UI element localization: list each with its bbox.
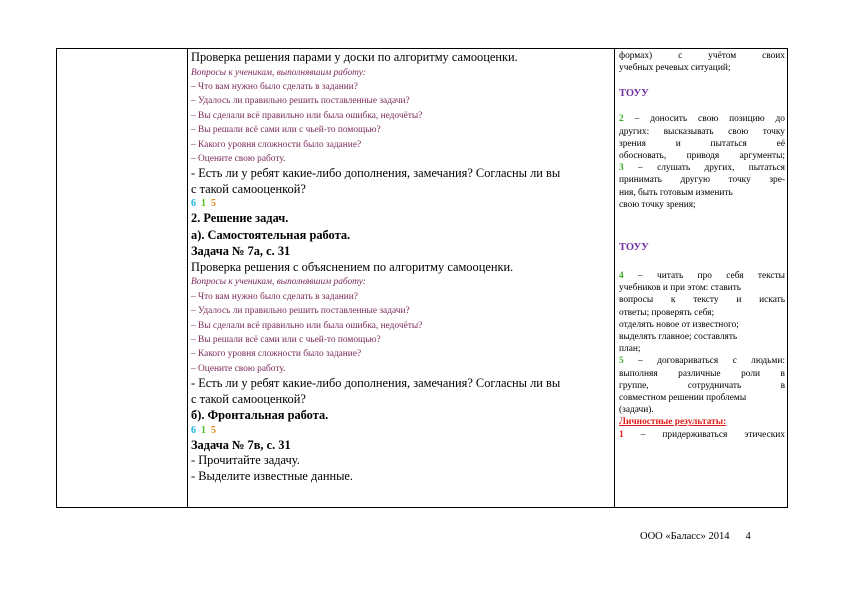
results-line: ответы; проверять себя; (619, 307, 715, 318)
lesson-table (56, 48, 788, 508)
results-line: принимать другую точку зре- (619, 175, 785, 186)
item-number: 3 (619, 163, 624, 174)
skill-numbers (191, 197, 613, 210)
question-item: – Вы решали всё сами или с чьей-то помощью? (191, 334, 381, 345)
question-item: – Удалось ли правильно решить поставленные задачи? (191, 306, 410, 317)
results-line: ния, быть готовым изменить (619, 187, 733, 198)
item-number: 1 (619, 429, 624, 440)
additions-question-cont: с такой самооценкой? (191, 391, 306, 406)
item-number: 4 (619, 271, 624, 282)
results-line: 4 – читать про себя тексты (619, 271, 785, 282)
section-heading: 2. Решение задач. (191, 211, 289, 226)
results-line: группе, сотрудничать в (619, 380, 785, 391)
number-5: 5 (211, 424, 216, 436)
page-number: 4 (745, 531, 751, 542)
question-item: – Что вам нужно было сделать в задании? (191, 81, 358, 92)
questions-heading: Вопросы к ученикам, выполнявшим работу: (191, 277, 366, 288)
results-line: совместном решении проблемы (619, 393, 747, 404)
item-number: 2 (619, 114, 624, 125)
explain-check-text: Проверка решения с объяснением по алгоритму самооценки. (191, 259, 514, 274)
results-line: план; (619, 344, 641, 355)
results-line: выполняя различные роли в (619, 368, 785, 379)
column-divider-1 (187, 49, 188, 507)
number-5: 5 (211, 198, 216, 210)
additions-question: - Есть ли у ребят какие-либо дополнения, замечания? Согласны ли вы (191, 166, 561, 181)
skill-numbers (191, 424, 613, 437)
lesson-content-column (191, 50, 613, 484)
results-line: 2 – доносить свою позицию до (619, 114, 785, 125)
additions-question-cont: с такой самооценкой? (191, 181, 306, 196)
results-column (619, 50, 785, 441)
instruction-read: - Прочитайте задачу. (191, 453, 300, 468)
results-line: выделять главное; составлять (619, 332, 738, 343)
results-line: учебных речевых ситуаций; (619, 63, 731, 74)
question-item: – Вы решали всё сами или с чьей-то помощью? (191, 125, 381, 136)
results-line: учебников и при этом: ставить (619, 283, 742, 294)
personal-results-heading: Личностные результаты: (619, 417, 727, 428)
number-6: 6 (191, 424, 196, 436)
results-line: зрения и пытаться её (619, 138, 785, 149)
question-item: – Что вам нужно было сделать в задании? (191, 291, 358, 302)
question-item: – Оцените свою работу. (191, 153, 286, 164)
question-item: – Оцените свою работу. (191, 363, 286, 374)
additions-question: - Есть ли у ребят какие-либо дополнения, замечания? Согласны ли вы (191, 376, 561, 391)
instruction-known: - Выделите известные данные. (191, 468, 354, 483)
questions-heading: Вопросы к ученикам, выполнявшим работу: (191, 67, 366, 78)
results-line: 5 – договариваться с людьми: (619, 356, 785, 367)
column-divider-2 (614, 49, 615, 507)
number-1: 1 (201, 424, 206, 436)
footer-company: ООО «Баласс» 2014 (640, 531, 730, 542)
results-line: 1 – придерживаться этических (619, 429, 785, 440)
toyy-heading: ТОУУ (619, 88, 649, 100)
number-6: 6 (191, 198, 196, 210)
subsection-heading: б). Фронтальная работа. (191, 408, 329, 423)
question-item: – Какого уровня сложности было задание? (191, 139, 362, 150)
results-line: вопросы к тексту и искать (619, 295, 785, 306)
task-heading: Задача № 7в, с. 31 (191, 437, 291, 452)
page-footer (640, 531, 751, 542)
question-item: – Вы сделали всё правильно или была ошибка, недочёты? (191, 320, 423, 331)
results-line: свою точку зрения; (619, 199, 696, 210)
subsection-heading: а). Самостоятельная работа. (191, 227, 351, 242)
results-line: отделять новое от известного; (619, 319, 739, 330)
results-line: 3 – слушать других, пытаться (619, 163, 785, 174)
results-line: других: высказывать свою точку (619, 126, 785, 137)
question-item: – Какого уровня сложности было задание? (191, 349, 362, 360)
task-heading: Задача № 7а, с. 31 (191, 244, 291, 259)
results-line: (задачи). (619, 405, 654, 416)
results-line: формах) с учётом своих (619, 51, 785, 61)
item-number: 5 (619, 356, 624, 367)
question-item: – Вы сделали всё правильно или была ошибка, недочёты? (191, 110, 423, 121)
number-1: 1 (201, 198, 206, 210)
results-line: обосновать, приводя аргументы; (619, 151, 785, 162)
toyy-heading: ТОУУ (619, 242, 649, 254)
question-item: – Удалось ли правильно решить поставленные задачи? (191, 96, 410, 107)
pair-check-text: Проверка решения парами у доски по алгоритму самооценки. (191, 50, 518, 64)
